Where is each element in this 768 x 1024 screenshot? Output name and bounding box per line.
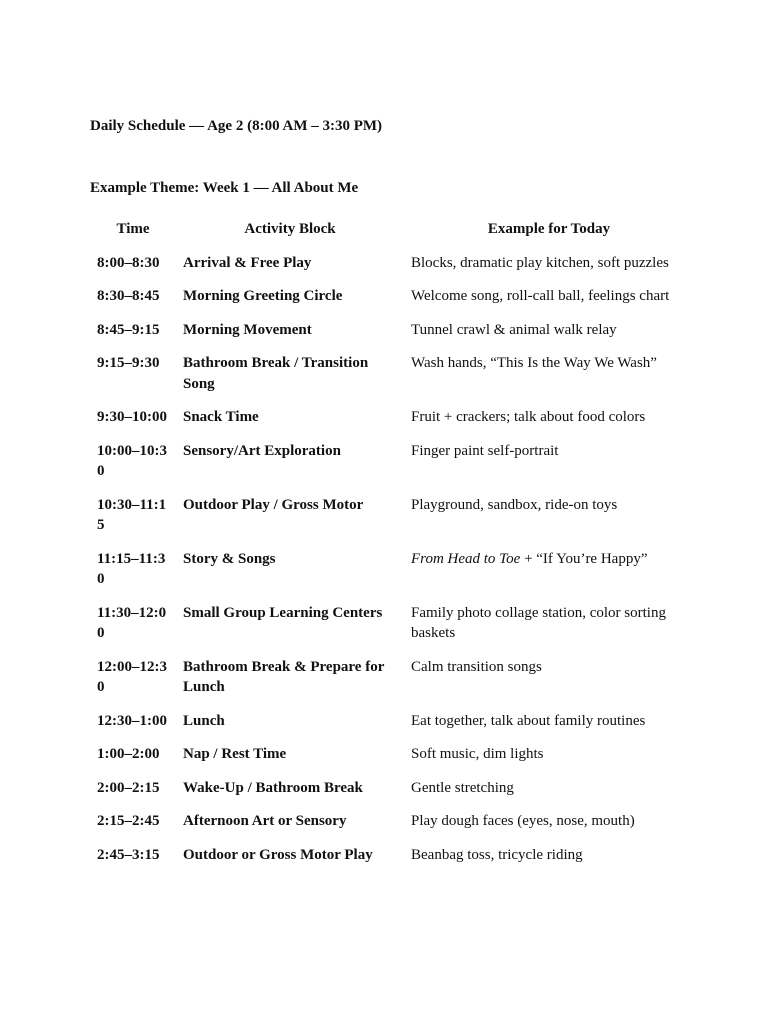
table-row <box>90 314 694 348</box>
document-title: Daily Schedule — Age 2 (8:00 AM – 3:30 PM) <box>90 118 383 134</box>
example-cell: Family photo collage station, color sorting baskets <box>411 604 666 641</box>
example-text: + “If You’re Happy” <box>520 550 648 567</box>
table-row <box>90 738 694 772</box>
table-header-row <box>90 213 694 247</box>
table-row <box>90 651 694 705</box>
time-cell: 2:15–2:45 <box>97 813 160 829</box>
time-cell: 9:30–10:00 <box>97 409 167 425</box>
activity-cell: Outdoor Play / Gross Motor <box>183 496 364 513</box>
activity-cell: Bathroom Break / Transition Song <box>183 355 369 392</box>
example-cell: Welcome song, roll-call ball, feelings chart <box>411 288 670 304</box>
example-cell: Fruit + crackers; talk about food colors <box>411 409 646 425</box>
example-cell: Eat together, talk about family routines <box>411 712 646 729</box>
table-row <box>90 597 694 651</box>
time-cell: 8:45–9:15 <box>97 321 160 338</box>
activity-cell: Nap / Rest Time <box>183 746 287 762</box>
activity-cell: Snack Time <box>183 409 259 425</box>
table-row <box>90 772 694 806</box>
time-cell: 8:00–8:30 <box>97 254 160 271</box>
time-cell: 12:30–1:00 <box>97 712 167 729</box>
activity-cell: Small Group Learning Centers <box>183 604 383 621</box>
activity-cell: Story & Songs <box>183 550 276 567</box>
time-cell: 10:30–11:15 <box>97 496 167 533</box>
activity-cell: Afternoon Art or Sensory <box>183 813 347 829</box>
table-row <box>90 805 694 839</box>
time-cell: 8:30–8:45 <box>97 288 160 304</box>
table-row <box>90 435 694 489</box>
table-row <box>90 401 694 435</box>
time-cell: 1:00–2:00 <box>97 746 160 762</box>
example-cell: Finger paint self-portrait <box>411 442 559 459</box>
theme-subtitle: Example Theme: Week 1 — All About Me <box>90 180 359 196</box>
example-cell: Beanbag toss, tricycle riding <box>411 846 583 863</box>
time-cell: 2:45–3:15 <box>97 846 160 863</box>
time-cell: 12:00–12:30 <box>97 658 167 695</box>
column-header-example: Example for Today <box>487 221 611 237</box>
activity-cell: Sensory/Art Exploration <box>183 442 341 459</box>
example-cell: Blocks, dramatic play kitchen, soft puzzles <box>411 254 669 271</box>
activity-cell: Wake-Up / Bathroom Break <box>183 779 363 796</box>
table-row <box>90 839 694 873</box>
table-row <box>90 280 694 314</box>
time-cell: 2:00–2:15 <box>97 779 160 796</box>
table-row <box>90 347 694 401</box>
activity-cell: Morning Movement <box>183 321 312 338</box>
table-row <box>90 247 694 281</box>
table-row <box>90 705 694 739</box>
schedule-table <box>90 213 694 872</box>
time-cell: 9:15–9:30 <box>97 355 160 371</box>
column-header-time: Time <box>116 221 150 237</box>
activity-cell: Arrival & Free Play <box>183 254 312 271</box>
time-cell: 11:15–11:30 <box>97 550 166 587</box>
table-row <box>90 543 694 597</box>
activity-cell: Bathroom Break & Prepare for Lunch <box>183 658 385 695</box>
table-row <box>90 489 694 543</box>
activity-cell: Lunch <box>183 712 225 729</box>
example-cell <box>404 543 694 597</box>
activity-cell: Morning Greeting Circle <box>183 288 343 304</box>
example-cell: Gentle stretching <box>411 779 514 796</box>
example-cell: Play dough faces (eyes, nose, mouth) <box>411 813 635 829</box>
example-cell: Playground, sandbox, ride-on toys <box>411 496 618 513</box>
activity-cell: Outdoor or Gross Motor Play <box>183 846 373 863</box>
column-header-activity: Activity Block <box>244 221 336 237</box>
example-cell: Tunnel crawl & animal walk relay <box>411 321 617 338</box>
example-cell: Wash hands, “This Is the Way We Wash” <box>411 355 657 371</box>
time-cell: 10:00–10:30 <box>97 442 167 479</box>
example-cell: Soft music, dim lights <box>411 746 544 762</box>
book-title: From Head to Toe <box>411 550 521 567</box>
time-cell: 11:30–12:00 <box>97 604 167 641</box>
example-cell: Calm transition songs <box>411 658 542 675</box>
